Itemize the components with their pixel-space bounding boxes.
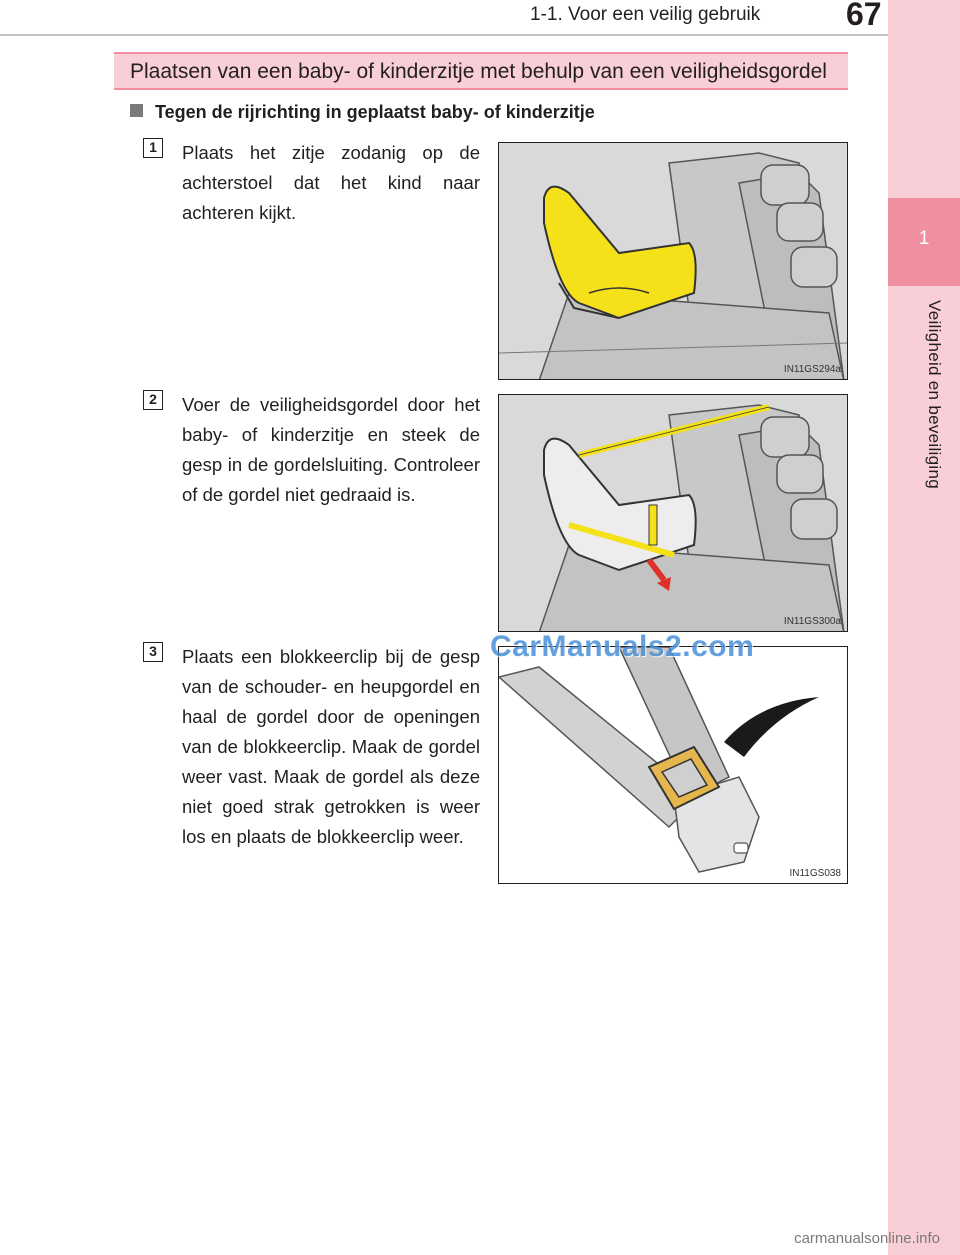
step-text-1: Plaats het zitje zodanig op de achterstoel dat het kind naar achteren kijkt. bbox=[182, 142, 480, 223]
figure-step-1 bbox=[498, 142, 848, 380]
watermark-carmanualsonline: carmanualsonline.info bbox=[794, 1230, 940, 1247]
step-number-1: 1 bbox=[143, 138, 163, 158]
figure-code-3: IN11GS038 bbox=[789, 868, 841, 879]
running-header-section: 1-1. Voor een veilig gebruik bbox=[530, 4, 761, 25]
seat-belt-routing-illustration bbox=[499, 395, 848, 632]
figure-step-3 bbox=[498, 646, 848, 884]
locking-clip-illustration bbox=[499, 647, 848, 884]
header-rule bbox=[0, 34, 888, 36]
section-title: Plaatsen van een baby- of kinderzitje met behulp van een veiligheidsgordel bbox=[130, 60, 827, 83]
child-seat-placement-illustration bbox=[499, 143, 848, 380]
step-number-3: 3 bbox=[143, 642, 163, 662]
step-text-2: Voer de veiligheidsgordel door het baby- of kinderzitje en steek de gesp in de gordelsluiting. Controleer of de gordel niet gedraaid is. bbox=[182, 394, 480, 505]
side-tab-chapter-number: 1 bbox=[918, 228, 930, 249]
figure-code-1: IN11GS294a bbox=[783, 364, 841, 375]
step-number-2: 2 bbox=[143, 390, 163, 410]
page-number: 67 bbox=[846, 0, 882, 32]
side-tab bbox=[888, 0, 960, 1255]
watermark-carmanuals2: CarManuals2.com bbox=[490, 630, 755, 663]
figure-step-2 bbox=[498, 394, 848, 632]
subheading bbox=[130, 102, 595, 123]
subheading-text: Tegen de rijrichting in geplaatst baby- of kinderzitje bbox=[155, 102, 595, 122]
section-title-bar bbox=[114, 52, 848, 90]
step-text-3: Plaats een blokkeerclip bij de gesp van de schouder- en heupgordel en haal de gordel door de openingen van de blokkeerclip. Maak de gordel weer vast. Maak de gordel als deze niet goed strak getrokken is weer los en plaats de blokkeerclip weer. bbox=[182, 646, 480, 847]
side-tab-chapter-title: Veiligheid en beveiliging bbox=[925, 300, 944, 489]
figure-code-2: IN11GS300a bbox=[783, 616, 841, 627]
bullet-square-icon bbox=[130, 104, 143, 117]
